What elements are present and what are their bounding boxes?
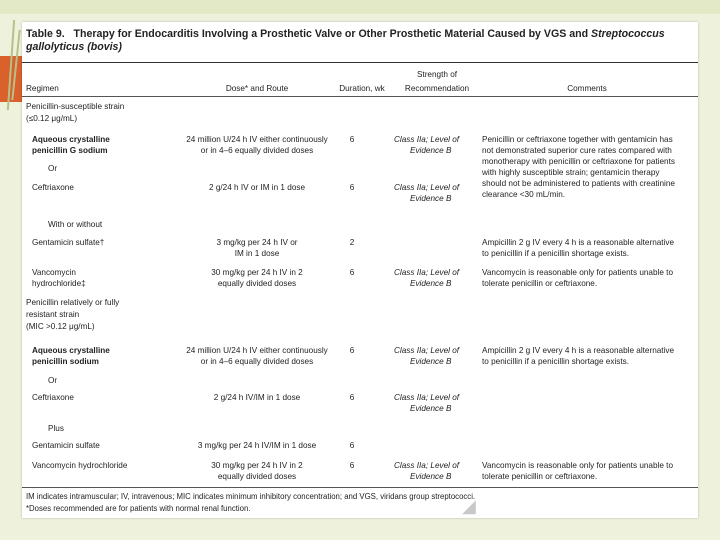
regimen-cell: hydrochloride‡ — [32, 279, 86, 288]
col-duration: Duration, wk — [339, 84, 385, 93]
duration-cell: 6 — [349, 135, 355, 144]
section-heading: Penicillin-susceptible strain — [26, 102, 125, 111]
dose-cell: 2 g/24 h IV or IM in 1 dose — [208, 183, 306, 192]
comment-cell: Vancomycin is reasonable only for patients unable to — [482, 268, 674, 277]
footnote-abbreviations: IM indicates intramuscular; IV, intravenous; MIC indicates minimum inhibitory concentration; and VGS, viridans group streptococci. — [26, 492, 476, 501]
comment-cell: not demonstrated superior cure rates compared with — [482, 146, 672, 155]
comment-cell: Vancomycin is reasonable only for patients unable to — [482, 461, 674, 470]
section-heading: (MIC >0.12 μg/mL) — [26, 322, 95, 331]
comment-cell: Ampicillin 2 g IV every 4 h is a reasonable alternative — [482, 238, 675, 247]
header-rule — [22, 96, 698, 97]
regimen-cell: Gentamicin sulfate† — [32, 238, 105, 247]
section-heading: resistant strain — [26, 310, 80, 319]
dose-cell: 30 mg/kg per 24 h IV in 2 — [211, 461, 303, 470]
regimen-cell: Ceftriaxone — [32, 393, 74, 402]
regimen-cell: Aqueous crystalline — [32, 346, 110, 355]
duration-cell: 6 — [349, 441, 355, 450]
comment-cell: should not be administered to patients with creatinine — [482, 179, 675, 188]
connector-or: Or — [48, 164, 58, 173]
comment-cell: Penicillin or ceftriaxone together with gentamicin has — [482, 135, 673, 144]
footer-rule — [22, 487, 698, 488]
strength-cell: Evidence B — [410, 472, 452, 481]
footnote-doses: *Doses recommended are for patients with normal renal function. — [26, 504, 251, 513]
regimen-cell: Ceftriaxone — [32, 183, 74, 192]
dose-cell: equally divided doses — [217, 472, 297, 481]
strength-cell: Evidence B — [410, 146, 452, 155]
comment-cell: tolerate penicillin or ceftriaxone. — [482, 472, 598, 481]
strength-cell: Evidence B — [410, 404, 452, 413]
connector-or: Or — [48, 376, 58, 385]
section-heading: (≤0.12 μg/mL) — [26, 114, 78, 123]
slide-top-band — [0, 0, 720, 14]
col-dose: Dose* and Route — [225, 84, 289, 93]
comment-cell: Ampicillin 2 g IV every 4 h is a reasonable alternative — [482, 346, 675, 355]
connector-plus: Plus — [48, 424, 64, 433]
title-rule — [22, 62, 698, 63]
dose-cell: or in 4–6 equally divided doses — [200, 146, 314, 155]
strength-cell: Class IIa; Level of — [394, 461, 460, 470]
col-strength-line2: Recommendation — [404, 84, 470, 93]
strength-cell: Class IIa; Level of — [394, 183, 460, 192]
table-title: Table 9. Therapy for Endocarditis Involving a Prosthetic Valve or Other Prosthetic Material Caused by VGS and Streptococcus gallolyticus (bovis) — [26, 28, 665, 53]
col-comments: Comments — [567, 84, 607, 93]
strength-cell: Evidence B — [410, 194, 452, 203]
comment-cell: to penicillin if a penicillin shortage exists. — [482, 357, 629, 366]
strength-cell: Class IIa; Level of — [394, 346, 460, 355]
duration-cell: 6 — [349, 268, 355, 277]
comment-cell: monotherapy with penicillin or ceftriaxone for patients — [482, 157, 675, 166]
duration-cell: 6 — [349, 393, 355, 402]
comment-cell: to penicillin if a penicillin shortage exists. — [482, 249, 629, 258]
strength-cell: Class IIa; Level of — [394, 393, 460, 402]
dose-cell: 3 mg/kg per 24 h IV or — [216, 238, 298, 247]
strength-cell: Evidence B — [410, 357, 452, 366]
strength-cell: Class IIa; Level of — [394, 268, 460, 277]
regimen-cell: Aqueous crystalline — [32, 135, 110, 144]
strength-cell: Evidence B — [410, 279, 452, 288]
comment-cell: with highly susceptible strain; gentamicin therapy — [482, 168, 660, 177]
table-document — [22, 22, 698, 518]
dose-cell: 2 g/24 h IV/IM in 1 dose — [213, 393, 301, 402]
regimen-cell: penicillin G sodium — [32, 146, 108, 155]
duration-cell: 2 — [349, 238, 355, 247]
dose-cell: 30 mg/kg per 24 h IV in 2 — [211, 268, 303, 277]
dose-cell: or in 4–6 equally divided doses — [200, 357, 314, 366]
cursor-icon: ◢ — [462, 496, 476, 516]
comment-cell: tolerate penicillin or ceftriaxone. — [482, 279, 598, 288]
dose-cell: 3 mg/kg per 24 h IV/IM in 1 dose — [197, 441, 317, 450]
dose-cell: 24 million U/24 h IV either continuously — [186, 346, 328, 355]
col-regimen: Regimen — [26, 84, 59, 93]
regimen-cell: Vancomycin hydrochloride — [32, 461, 128, 470]
strength-cell: Class IIa; Level of — [394, 135, 460, 144]
dose-cell: 24 million U/24 h IV either continuously — [186, 135, 328, 144]
duration-cell: 6 — [349, 461, 355, 470]
connector-with-or-without: With or without — [48, 220, 103, 229]
regimen-cell: penicillin sodium — [32, 357, 99, 366]
dose-cell: equally divided doses — [217, 279, 297, 288]
comment-cell: clearance <30 mL/min. — [482, 190, 566, 199]
regimen-cell: Gentamicin sulfate — [32, 441, 100, 450]
section-heading: Penicillin relatively or fully — [26, 298, 120, 307]
regimen-cell: Vancomycin — [32, 268, 76, 277]
duration-cell: 6 — [349, 183, 355, 192]
col-strength-line1: Strength of — [416, 70, 458, 79]
duration-cell: 6 — [349, 346, 355, 355]
dose-cell: IM in 1 dose — [234, 249, 280, 258]
